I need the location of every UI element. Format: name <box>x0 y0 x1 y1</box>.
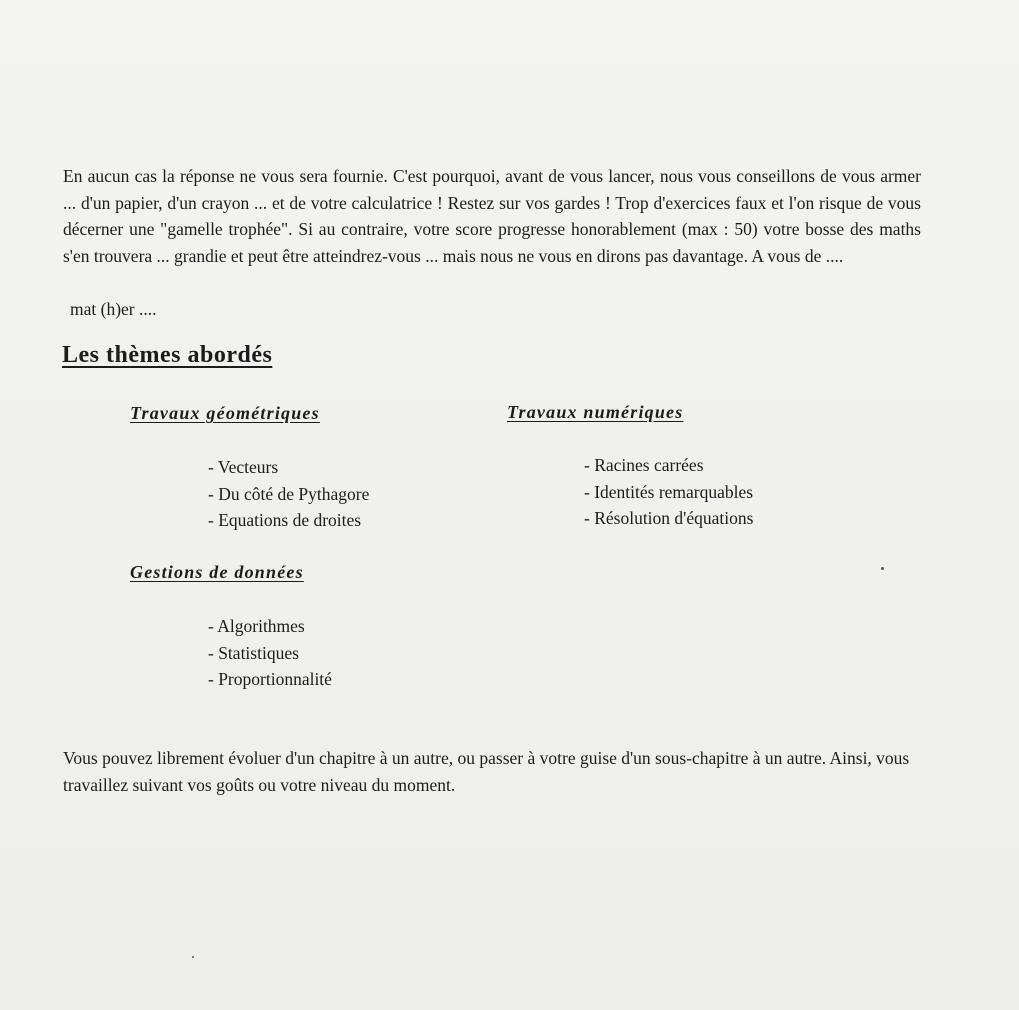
list-item: - Identités remarquables <box>584 479 753 506</box>
section-title: Les thèmes abordés <box>62 342 273 368</box>
list-item: - Résolution d'équations <box>584 505 753 532</box>
theme-heading-numeric: Travaux numériques <box>507 402 684 422</box>
list-item: - Du côté de Pythagore <box>208 481 369 508</box>
list-item: - Algorithmes <box>208 613 332 640</box>
list-item: - Proportionnalité <box>208 666 332 693</box>
outro-paragraph: Vous pouvez librement évoluer d'un chapitre à un autre, ou passer à votre guise d'un sous-chapitre à un autre. Ainsi, vous travaillez suivant vos goûts ou votre niveau du moment. <box>63 748 910 795</box>
intro-paragraph: En aucun cas la réponse ne vous sera fournie. C'est pourquoi, avant de vous lancer, nous vous conseillons de vous armer ... d'un papier, d'un crayon ... et de votre calculatrice ! Restez sur vos gardes ! Trop d'exercices faux et l'on risque de vous décerner une "gamelle trophée". Si au contraire, votre score progresse honorablement (max : 50) votre bosse des maths s'en trouvera ... grandie et peut être atteindrez-vous ... mais nous ne vous en dirons pas davantage. A vous de .... <box>63 166 921 266</box>
list-item: - Equations de droites <box>208 507 369 534</box>
list-item: - Racines carrées <box>584 452 753 479</box>
theme-list-data <box>208 613 332 693</box>
list-item: - Statistiques <box>208 640 332 667</box>
list-item: - Vecteurs <box>208 454 369 481</box>
theme-list-numeric <box>584 452 753 532</box>
paper-speck <box>192 956 194 958</box>
intro-last-line: mat (h)er .... <box>70 299 157 319</box>
theme-heading-geometry: Travaux géométriques <box>130 403 320 423</box>
paper-speck <box>881 567 884 570</box>
theme-list-geometry <box>208 454 369 534</box>
theme-heading-data: Gestions de données <box>130 562 304 582</box>
